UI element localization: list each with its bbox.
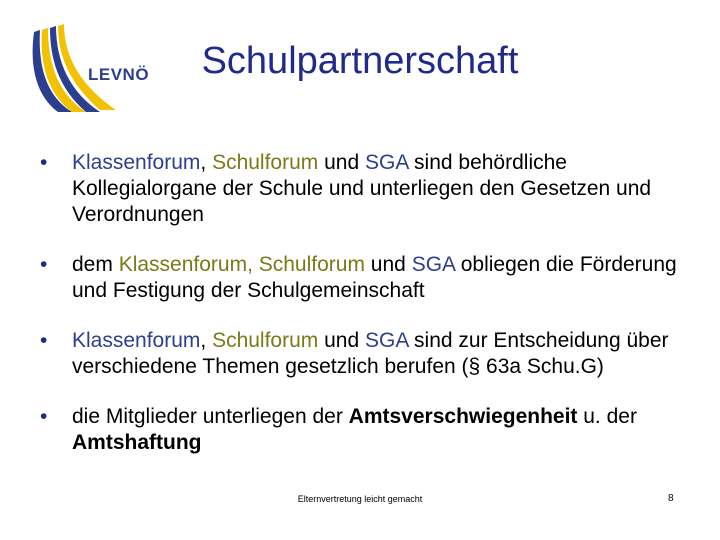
- text-segment: die Mitglieder unterliegen der: [72, 405, 349, 428]
- term-schulforum: Schulforum: [212, 329, 319, 352]
- page-number: 8: [668, 493, 674, 504]
- text-segment: und: [364, 253, 412, 276]
- term-sga: SGA: [365, 151, 409, 174]
- term-klassenforum: Klassenforum: [72, 151, 201, 174]
- text-segment: obliegen die Förderung und Festigung der Schulgemeinschaft: [72, 253, 677, 302]
- text-segment: ,: [200, 151, 213, 174]
- text-segment: und: [318, 329, 365, 352]
- text-segment: dem: [72, 253, 119, 276]
- bullet-item-4: [40, 404, 690, 456]
- term-klassenforum-schulforum: Klassenforum, Schulforum: [118, 253, 365, 276]
- logo-text: LEVNÖ: [88, 65, 150, 84]
- bullet-item-3: [40, 328, 690, 380]
- term-klassenforum: Klassenforum: [72, 329, 201, 352]
- levnoe-logo: [28, 22, 150, 120]
- term-schulforum: Schulforum: [212, 151, 319, 174]
- bullet-dot: •: [40, 253, 48, 276]
- bullet-item-1: [40, 150, 690, 228]
- text-segment: und: [318, 151, 365, 174]
- footer-text: Elternvertretung leicht gemacht: [297, 494, 423, 504]
- text-segment: sind behördliche Kollegialorgane der Schule und unterliegen den Gesetzen und Verordnungen: [72, 151, 652, 226]
- term-sga: SGA: [411, 253, 455, 276]
- bullet-list: [40, 150, 690, 456]
- bullet-item-2: [40, 252, 690, 304]
- term-amtshaftung: Amtshaftung: [72, 431, 202, 454]
- page-title: Schulpartnerschaft: [201, 40, 519, 82]
- bullet-dot: •: [40, 329, 48, 352]
- term-amtsverschwiegenheit: Amtsverschwiegenheit: [348, 405, 578, 428]
- bullet-dot: •: [40, 405, 48, 428]
- term-sga: SGA: [365, 329, 409, 352]
- text-segment: ,: [200, 329, 213, 352]
- text-segment: sind zur Entscheidung über verschiedene Themen gesetzlich berufen (§ 63a Schu.G): [72, 329, 669, 378]
- text-segment: u. der: [577, 405, 637, 428]
- bullet-dot: •: [40, 151, 48, 174]
